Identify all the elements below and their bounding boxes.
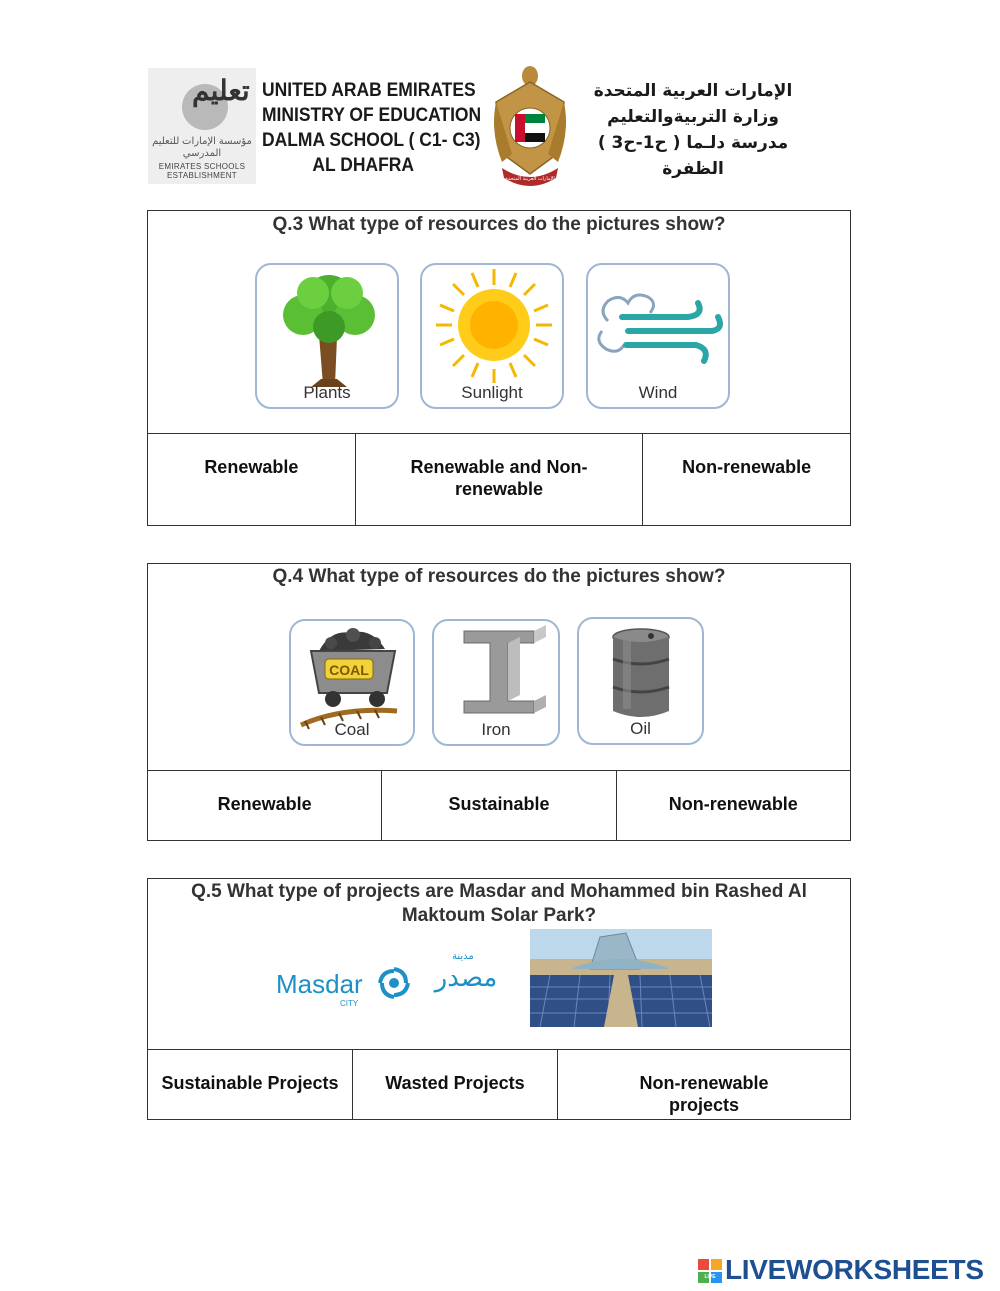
- liveworksheets-blocks-text: LIVE: [704, 1274, 716, 1280]
- question-3-options: [148, 433, 850, 525]
- header-arabic-country: الإمارات العربية المتحدة: [593, 81, 793, 101]
- masdar-logo-arabic: مصدر: [434, 963, 498, 993]
- question-5-title: [148, 880, 850, 928]
- masdar-logo-english: Masdar: [276, 969, 363, 999]
- question-4-title: [148, 565, 850, 589]
- picture-wind-label: Wind: [638, 383, 678, 402]
- question-3-number: Q.3: [272, 214, 304, 235]
- question-4-options: [148, 770, 850, 840]
- q4-option-renewable[interactable]: Renewable: [217, 794, 312, 814]
- question-4-box: [147, 563, 851, 841]
- header-arabic-ministry: وزارة التربيةوالتعليم: [607, 107, 779, 127]
- question-4-number: Q.4: [272, 566, 304, 587]
- question-3-title: [148, 213, 850, 237]
- picture-plants: [255, 263, 399, 409]
- masdar-swirl-icon: [374, 963, 414, 1003]
- q5-option-sustainable-projects[interactable]: Sustainable Projects: [161, 1073, 339, 1093]
- picture-coal: [289, 619, 415, 746]
- q4-option-non-renewable[interactable]: Non-renewable: [616, 771, 850, 840]
- picture-sunlight: [420, 263, 564, 409]
- header-school: DALMA SCHOOL ( C1- C3): [262, 130, 481, 151]
- masdar-logo: [276, 951, 516, 1009]
- header-country: UNITED ARAB EMIRATES: [262, 80, 476, 101]
- emblem-ribbon-text: الإمارات العربية المتحدة: [505, 176, 555, 182]
- header-arabic: [588, 78, 798, 182]
- question-5-options: [148, 1049, 850, 1119]
- question-3-box: [147, 210, 851, 526]
- q4-option-sustainable[interactable]: Sustainable: [381, 771, 615, 840]
- masdar-logo-city: CITY: [340, 999, 359, 1008]
- masdar-logo-arabic-small: مدينة: [452, 951, 474, 962]
- liveworksheets-logo: [697, 1255, 997, 1285]
- q3-option-renewable-and-non-renewable[interactable]: Renewable and Non-renewable: [355, 434, 643, 525]
- logo-arabic-subtitle: مؤسسة الإمارات للتعليم المدرسي: [152, 136, 252, 159]
- picture-oil: [577, 617, 704, 745]
- picture-iron: [432, 619, 560, 746]
- q3-option-renewable[interactable]: Renewable: [204, 457, 299, 477]
- header-english: [262, 78, 482, 178]
- header-region: AL DHAFRA: [312, 155, 415, 176]
- coal-sign-text: COAL: [329, 662, 369, 678]
- question-5-box: [147, 878, 851, 1120]
- picture-oil-label: Oil: [630, 719, 651, 738]
- question-4-text: What type of resources do the pictures show?: [308, 566, 726, 587]
- uae-emblem: [490, 62, 570, 194]
- header-arabic-school: مدرسة دلـما ( ح1-ح3 ): [597, 133, 789, 153]
- q3-option-non-renewable[interactable]: Non-renewable: [642, 434, 850, 525]
- q5-option-wasted-projects[interactable]: Wasted Projects: [352, 1050, 557, 1119]
- header-arabic-region: الظفرة: [662, 159, 724, 179]
- q5-option-non-renewable-projects[interactable]: Non-renewable projects: [557, 1050, 850, 1119]
- header-ministry: MINISTRY OF EDUCATION: [262, 105, 482, 126]
- liveworksheets-blocks-icon: [697, 1258, 723, 1284]
- picture-plants-label: Plants: [303, 383, 351, 402]
- picture-sunlight-label: Sunlight: [461, 383, 523, 402]
- logo-english-subtitle: EMIRATES SCHOOLS ESTABLISHMENT: [158, 162, 246, 180]
- emirates-schools-logo: [148, 68, 256, 184]
- logo-arabic-title: تعليم: [192, 74, 250, 107]
- question-5-number: Q.5: [191, 881, 222, 902]
- question-3-text: What type of resources do the pictures show?: [308, 214, 726, 235]
- picture-iron-label: Iron: [481, 720, 511, 739]
- picture-coal-label: Coal: [334, 720, 370, 739]
- question-5-text: What type of projects are Masdar and Mohammed bin Rashed Al Maktoum Solar Park?: [226, 881, 807, 926]
- picture-wind: [586, 263, 730, 409]
- solar-park-photo: [530, 929, 712, 1027]
- liveworksheets-text: LIVEWORKSHEETS: [725, 1254, 984, 1285]
